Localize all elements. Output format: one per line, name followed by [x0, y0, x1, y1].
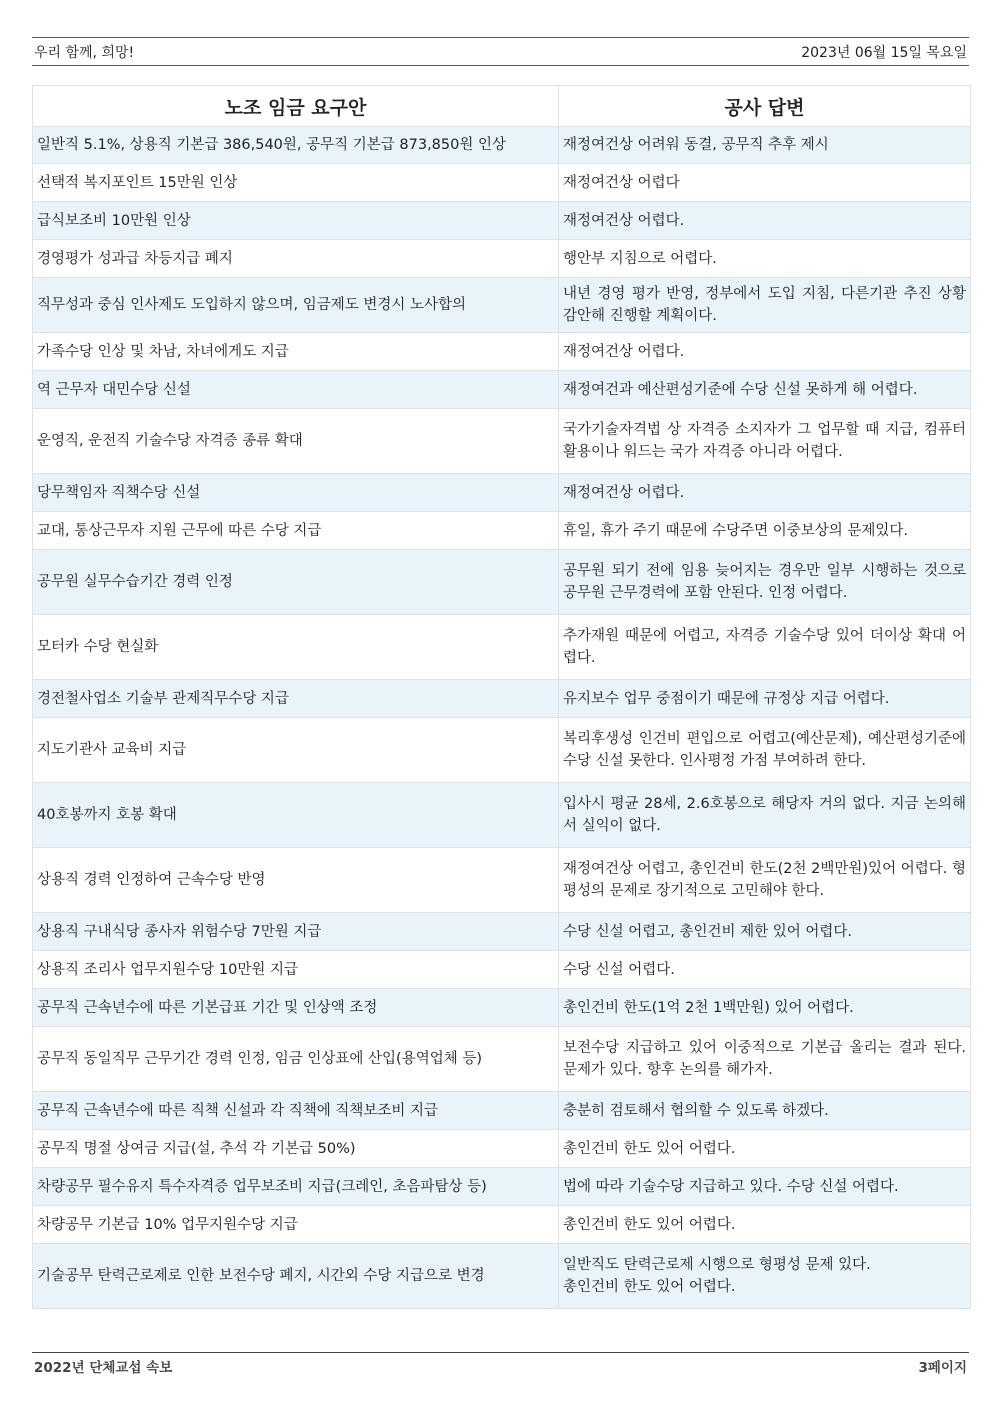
table-row: [33, 474, 971, 512]
table-row: [33, 164, 971, 202]
demand-cell: 차량공무 필수유지 특수자격증 업무보조비 지급(크레인, 초음파탐상 등): [33, 1168, 559, 1206]
response-cell: 총인건비 한도 있어 어렵다.: [559, 1206, 971, 1244]
table-row: [33, 202, 971, 240]
demand-cell: 지도기관사 교육비 지급: [33, 718, 559, 783]
response-cell: 재정여건상 어렵다: [559, 164, 971, 202]
demand-cell: 공무직 근속년수에 따른 직책 신설과 각 직책에 직책보조비 지급: [33, 1092, 559, 1130]
response-cell: 공무원 되기 전에 임용 늦어지는 경우만 일부 시행하는 것으로 공무원 근무경력에 포함 안된다. 인정 어렵다.: [559, 550, 971, 615]
response-cell: 재정여건상 어렵다.: [559, 474, 971, 512]
demand-cell: 역 근무자 대민수당 신설: [33, 371, 559, 409]
demand-cell: 차량공무 기본급 10% 업무지원수당 지급: [33, 1206, 559, 1244]
table-row: [33, 848, 971, 913]
response-cell: 입사시 평균 28세, 2.6호봉으로 해당자 거의 없다. 지금 논의해서 실익이 없다.: [559, 783, 971, 848]
response-cell: 유지보수 업무 중점이기 때문에 규정상 지급 어렵다.: [559, 680, 971, 718]
demand-cell: 공무직 명절 상여금 지급(설, 추석 각 기본급 50%): [33, 1130, 559, 1168]
response-cell: 수당 신설 어렵다.: [559, 951, 971, 989]
table-row: [33, 409, 971, 474]
column-header-response: 공사 답변: [559, 86, 971, 127]
response-cell: 법에 따라 기술수당 지급하고 있다. 수당 신설 어렵다.: [559, 1168, 971, 1206]
response-cell: 수당 신설 어렵고, 총인건비 제한 있어 어렵다.: [559, 913, 971, 951]
table-row: [33, 512, 971, 550]
demand-cell: 경전철사업소 기술부 관제직무수당 지급: [33, 680, 559, 718]
demand-cell: 경영평가 성과급 차등지급 폐지: [33, 240, 559, 278]
table-header-row: [33, 86, 971, 127]
table-row: [33, 718, 971, 783]
header-slogan: 우리 함께, 희망!: [34, 44, 135, 61]
response-cell: 재정여건상 어려워 동결, 공무직 추후 제시: [559, 127, 971, 164]
table-row: [33, 615, 971, 680]
demand-cell: 당무책임자 직책수당 신설: [33, 474, 559, 512]
response-cell: 일반직도 탄력근로제 시행으로 형평성 문제 있다. 총인건비 한도 있어 어렵다.: [559, 1244, 971, 1309]
header-date: 2023년 06월 15일 목요일: [801, 44, 967, 61]
demand-cell: 모터카 수당 현실화: [33, 615, 559, 680]
footer-page-number: 3페이지: [918, 1359, 967, 1376]
table-row: [33, 127, 971, 164]
table-row: [33, 333, 971, 371]
response-cell: 추가재원 때문에 어렵고, 자격증 기술수당 있어 더이상 확대 어렵다.: [559, 615, 971, 680]
demand-cell: 40호봉까지 호봉 확대: [33, 783, 559, 848]
page-footer: [32, 1352, 969, 1378]
table-row: [33, 951, 971, 989]
demand-cell: 기술공무 탄력근로제로 인한 보전수당 폐지, 시간외 수당 지급으로 변경: [33, 1244, 559, 1309]
table-row: [33, 371, 971, 409]
demand-cell: 공무원 실무수습기간 경력 인정: [33, 550, 559, 615]
response-cell: 충분히 검토해서 협의할 수 있도록 하겠다.: [559, 1092, 971, 1130]
demand-cell: 공무직 동일직무 근무기간 경력 인정, 임금 인상표에 산입(용역업체 등): [33, 1027, 559, 1092]
table-row: [33, 240, 971, 278]
table-row: [33, 1130, 971, 1168]
response-cell: 휴일, 휴가 주기 때문에 수당주면 이중보상의 문제있다.: [559, 512, 971, 550]
table-row: [33, 550, 971, 615]
response-cell: 재정여건과 예산편성기준에 수당 신설 못하게 해 어렵다.: [559, 371, 971, 409]
footer-title: 2022년 단체교섭 속보: [34, 1359, 173, 1376]
response-cell: 보전수당 지급하고 있어 이중적으로 기본급 올리는 결과 된다. 문제가 있다. 향후 논의를 해가자.: [559, 1027, 971, 1092]
demand-cell: 가족수당 인상 및 차남, 차녀에게도 지급: [33, 333, 559, 371]
response-cell: 재정여건상 어렵다.: [559, 202, 971, 240]
table-row: [33, 1168, 971, 1206]
table-row: [33, 783, 971, 848]
table-body: [33, 127, 971, 1309]
table-row: [33, 913, 971, 951]
demand-cell: 급식보조비 10만원 인상: [33, 202, 559, 240]
response-cell: 복리후생성 인건비 편입으로 어렵고(예산문제), 예산편성기준에 수당 신설 못한다. 인사평정 가점 부여하려 한다.: [559, 718, 971, 783]
response-cell: 총인건비 한도 있어 어렵다.: [559, 1130, 971, 1168]
wage-demand-table: [32, 85, 971, 1309]
demand-cell: 상용직 경력 인정하여 근속수당 반영: [33, 848, 559, 913]
table-row: [33, 278, 971, 333]
demand-cell: 일반직 5.1%, 상용직 기본급 386,540원, 공무직 기본급 873,850원 인상: [33, 127, 559, 164]
demand-cell: 선택적 복지포인트 15만원 인상: [33, 164, 559, 202]
response-cell: 재정여건상 어렵다.: [559, 333, 971, 371]
column-header-demand: 노조 임금 요구안: [33, 86, 559, 127]
demand-cell: 운영직, 운전직 기술수당 자격증 종류 확대: [33, 409, 559, 474]
response-cell: 총인건비 한도(1억 2천 1백만원) 있어 어렵다.: [559, 989, 971, 1027]
response-cell: 재정여건상 어렵고, 총인건비 한도(2천 2백만원)있어 어렵다. 형평성의 문제로 장기적으로 고민해야 한다.: [559, 848, 971, 913]
demand-cell: 상용직 구내식당 종사자 위험수당 7만원 지급: [33, 913, 559, 951]
table-row: [33, 1244, 971, 1309]
response-cell: 국가기술자격법 상 자격증 소지자가 그 업무할 때 지급, 컴퓨터활용이나 워드는 국가 자격증 아니라 어렵다.: [559, 409, 971, 474]
demand-cell: 공무직 근속년수에 따른 기본급표 기간 및 인상액 조정: [33, 989, 559, 1027]
page-header: [32, 37, 969, 66]
wage-demand-table-container: [32, 85, 970, 1309]
table-row: [33, 680, 971, 718]
response-cell: 행안부 지침으로 어렵다.: [559, 240, 971, 278]
table-row: [33, 1206, 971, 1244]
demand-cell: 상용직 조리사 업무지원수당 10만원 지급: [33, 951, 559, 989]
demand-cell: 직무성과 중심 인사제도 도입하지 않으며, 임금제도 변경시 노사합의: [33, 278, 559, 333]
response-cell: 내년 경영 평가 반영, 정부에서 도입 지침, 다른기관 추진 상황 감안해 진행할 계획이다.: [559, 278, 971, 333]
table-row: [33, 1027, 971, 1092]
demand-cell: 교대, 통상근무자 지원 근무에 따른 수당 지급: [33, 512, 559, 550]
table-row: [33, 989, 971, 1027]
table-row: [33, 1092, 971, 1130]
